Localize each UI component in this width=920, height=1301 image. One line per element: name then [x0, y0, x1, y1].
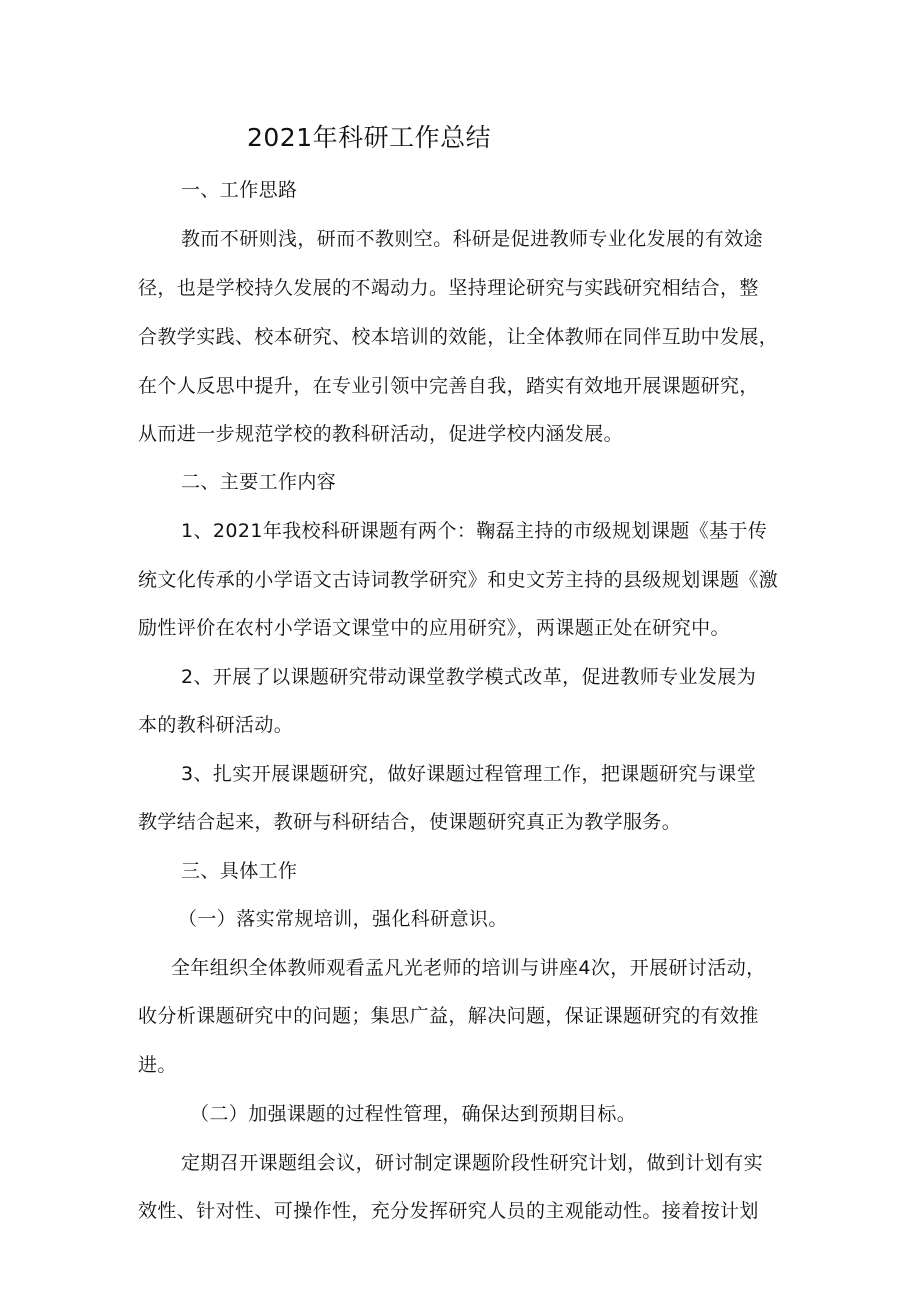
section-heading-1: 一、工作思路 [181, 179, 298, 201]
paragraph-line: 本的教科研活动。 [138, 714, 294, 736]
paragraph-line: 统文化传承的小学语文古诗词教学研究》和史文芳主持的县级规划课题《激 [138, 569, 779, 591]
paragraph-line: 定期召开课题组会议，研讨制定课题阶段性研究计划，做到计划有实 [181, 1152, 764, 1174]
paragraph-line: 教而不研则浅，研而不教则空。科研是促进教师专业化发展的有效途 [181, 228, 764, 250]
paragraph-line: 径，也是学校持久发展的不竭动力。坚持理论研究与实践研究相结合，整 [138, 277, 759, 299]
paragraph-line: 教学结合起来，教研与科研结合，使课题研究真正为教学服务。 [138, 811, 682, 833]
paragraph-line: 合教学实践、校本研究、校本培训的效能，让全体教师在同伴互助中发展， [138, 326, 779, 348]
paragraph-line: 2、开展了以课题研究带动课堂教学模式改革，促进教师专业发展为 [181, 666, 757, 688]
paragraph-line: 3、扎实开展课题研究，做好课题过程管理工作，把课题研究与课堂 [181, 763, 757, 785]
paragraph-line: 1、2021年我校科研课题有两个：鞠磊主持的市级规划课题《基于传 [181, 520, 768, 542]
document-title: 2021年科研工作总结 [247, 123, 492, 152]
paragraph-line: 全年组织全体教师观看孟凡光老师的培训与讲座4次，开展研讨活动， [171, 957, 766, 979]
paragraph-line: 效性、针对性、可操作性，充分发挥研究人员的主观能动性。接着按计划 [138, 1200, 759, 1222]
subsection-heading-1: （一）落实常规培训，强化科研意识。 [178, 908, 508, 930]
paragraph-line: 励性评价在农村小学语文课堂中的应用研究》，两课题正处在研究中。 [138, 617, 730, 639]
paragraph-line: 从而进一步规范学校的教科研活动，促进学校内涵发展。 [138, 423, 624, 445]
subsection-heading-2: （二）加强课题的过程性管理，确保达到预期目标。 [190, 1103, 637, 1125]
paragraph-line: 收分析课题研究中的问题；集思广益，解决问题，保证课题研究的有效推 [138, 1005, 759, 1027]
section-heading-3: 三、具体工作 [181, 860, 298, 882]
paragraph-line: 进。 [138, 1054, 177, 1076]
paragraph-line: 在个人反思中提升，在专业引领中完善自我，踏实有效地开展课题研究， [138, 375, 759, 397]
section-heading-2: 二、主要工作内容 [181, 471, 337, 493]
